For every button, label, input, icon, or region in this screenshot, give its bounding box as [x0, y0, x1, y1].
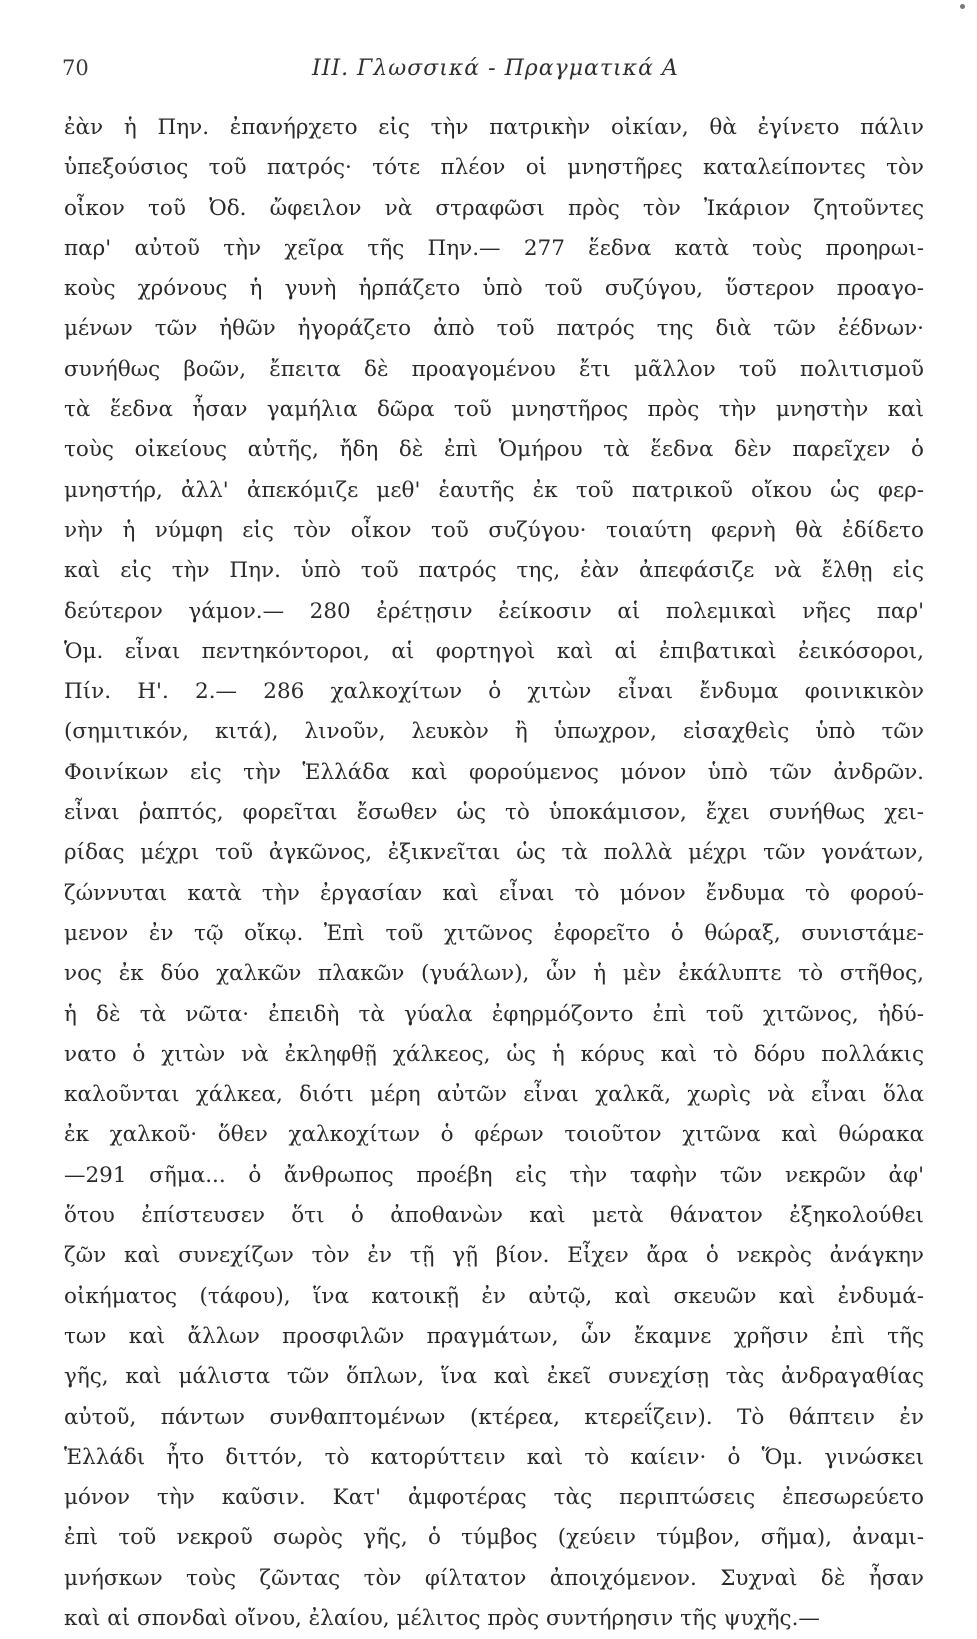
text-line: ἐκ χαλκοῦ· ὅθεν χαλκοχίτων ὁ φέρων τοιοῦτον χιτῶνα καὶ θώρακα — [64, 1122, 924, 1148]
text-line: καὶ αἱ σπονδαὶ οἴνου, ἐλαίου, μέλιτος πρὸς συντήρησιν τῆς ψυχῆς.— — [64, 1605, 820, 1631]
text-line: μνήσκων τοὺς ζῶντας τὸν φίλτατον ἀποιχόμενον. Συχναὶ δὲ ἦσαν — [64, 1565, 924, 1591]
text-line: αὐτοῦ, πάντων συνθαπτομένων (κτέρεα, κτερεΐζειν). Τὸ θάπτειν ἐν — [64, 1404, 924, 1430]
text-line: Ἑλλάδι ἦτο διττόν, τὸ κατορύττειν καὶ τὸ καίειν· ὁ Ὅμ. γινώσκει — [64, 1444, 924, 1470]
text-line: ἐπὶ τοῦ νεκροῦ σωρὸς γῆς, ὁ τύμβος (χεύειν τύμβον, σῆμα), ἀναμι- — [64, 1525, 924, 1551]
text-line: τὰ ἕεδνα ἦσαν γαμήλια δῶρα τοῦ μνηστῆρος πρὸς τὴν μνηστὴν καὶ — [64, 397, 924, 423]
text-line: ἐὰν ἡ Πην. ἐπανήρχετο εἰς τὴν πατρικὴν οἰκίαν, θὰ ἐγίνετο πάλιν — [64, 115, 924, 140]
text-line: ὑπεξούσιος τοῦ πατρός· τότε πλέον οἱ μνηστῆρες καταλείποντες τὸν — [64, 155, 924, 181]
text-line: συνήθως βοῶν, ἔπειτα δὲ προαγομένου ἔτι μᾶλλον τοῦ πολιτισμοῦ — [64, 356, 924, 382]
text-line: ὅτου ἐπίστευσεν ὅτι ὁ ἀποθανὼν καὶ μετὰ θάνατον ἐξηκολούθει — [64, 1203, 924, 1229]
body-text — [64, 108, 924, 1639]
text-line: Ὁμ. εἶναι πεντηκόντοροι, αἱ φορτηγοὶ καὶ αἱ ἐπιβατικαὶ ἐεικόσοροι, — [64, 638, 924, 664]
text-line: νατο ὁ χιτὼν νὰ ἐκληφθῇ χάλκεος, ὡς ἡ κόρυς καὶ τὸ δόρυ πολλάκις — [64, 1041, 924, 1067]
text-line: τοὺς οἰκείους αὐτῆς, ἤδη δὲ ἐπὶ Ὁμήρου τὰ ἕεδνα δὲν παρεῖχεν ὁ — [64, 437, 924, 463]
page-number: 70 — [62, 56, 89, 80]
text-line: καὶ εἰς τὴν Πην. ὑπὸ τοῦ πατρός της, ἐὰν ἀπεφάσιζε νὰ ἔλθῃ εἰς — [64, 558, 924, 584]
text-line: μένων τῶν ἠθῶν ἠγοράζετο ἀπὸ τοῦ πατρός της διὰ τῶν ἐέδνων· — [64, 316, 924, 342]
running-head: III. Γλωσσικά - Πραγματικά Α — [312, 56, 679, 81]
text-line: ρίδας μέχρι τοῦ ἀγκῶνος, ἐξικνεῖται ὡς τὰ πολλὰ μέχρι τῶν γονάτων, — [64, 840, 924, 866]
text-line: κοὺς χρόνους ἡ γυνὴ ἡρπάζετο ὑπὸ τοῦ συζύγου, ὕστερον προαγο- — [64, 276, 924, 302]
scan-speck — [960, 4, 965, 9]
text-line: οἰκήματος (τάφου), ἵνα κατοικῇ ἐν αὐτῷ, καὶ σκευῶν καὶ ἐνδυμά- — [64, 1283, 924, 1309]
text-line: μενον ἐν τῷ οἴκῳ. Ἐπὶ τοῦ χιτῶνος ἐφορεῖτο ὁ θώραξ, συνιστάμε- — [64, 920, 924, 946]
text-line: ζώννυται κατὰ τὴν ἐργασίαν καὶ εἶναι τὸ μόνον ἔνδυμα τὸ φορού- — [64, 880, 924, 906]
text-line: παρ' αὐτοῦ τὴν χεῖρα τῆς Πην.— 277 ἕεδνα κατὰ τοὺς προηρωι- — [64, 235, 924, 261]
text-line: ζῶν καὶ συνεχίζων τὸν ἐν τῇ γῇ βίον. Εἶχεν ἄρα ὁ νεκρὸς ἀνάγκην — [64, 1243, 924, 1269]
text-line: οἶκον τοῦ Ὀδ. ὤφειλον νὰ στραφῶσι πρὸς τὸν Ἰκάριον ζητοῦντες — [64, 195, 924, 221]
page-header — [62, 52, 889, 92]
text-line: εἶναι ῥαπτός, φορεῖται ἔσωθεν ὡς τὸ ὑποκάμισον, ἔχει συνήθως χει- — [64, 800, 924, 826]
text-line: καλοῦνται χάλκεα, διότι μέρη αὐτῶν εἶναι χαλκᾶ, χωρὶς νὰ εἶναι ὅλα — [64, 1082, 924, 1108]
text-line: ἡ δὲ τὰ νῶτα· ἐπειδὴ τὰ γύαλα ἐφηρμόζοντο ἐπὶ τοῦ χιτῶνος, ἠδύ- — [64, 1001, 924, 1027]
text-line: νος ἐκ δύο χαλκῶν πλακῶν (γυάλων), ὧν ἡ μὲν ἐκάλυπτε τὸ στῆθος, — [64, 961, 924, 987]
text-line: νὴν ἡ νύμφη εἰς τὸν οἶκον τοῦ συζύγου· τοιαύτη φερνὴ θὰ ἐδίδετο — [64, 517, 924, 543]
text-line: των καὶ ἄλλων προσφιλῶν πραγμάτων, ὧν ἔκαμνε χρῆσιν ἐπὶ τῆς — [64, 1323, 924, 1349]
text-line: Πίν. Η'. 2.— 286 χαλκοχίτων ὁ χιτὼν εἶναι ἔνδυμα φοινικικὸν — [64, 679, 924, 705]
text-line: δεύτερον γάμον.— 280 ἐρέτῃσιν ἐείκοσιν αἱ πολεμικαὶ νῆες παρ' — [64, 598, 924, 624]
text-line: Φοινίκων εἰς τὴν Ἑλλάδα καὶ φορούμενος μόνον ὑπὸ τῶν ἀνδρῶν. — [64, 759, 924, 785]
text-line: (σημιτικόν, κιτά), λινοῦν, λευκὸν ἢ ὑπωχρον, εἰσαχθεὶς ὑπὸ τῶν — [64, 719, 924, 745]
text-line: γῆς, καὶ μάλιστα τῶν ὅπλων, ἵνα καὶ ἐκεῖ συνεχίσῃ τὰς ἀνδραγαθίας — [64, 1364, 924, 1390]
text-line: μνηστήρ, ἀλλ' ἀπεκόμιζε μεθ' ἑαυτῆς ἐκ τοῦ πατρικοῦ οἴκου ὡς φερ- — [64, 477, 924, 503]
text-line: —291 σῆμα... ὁ ἄνθρωπος προέβη εἰς τὴν ταφὴν τῶν νεκρῶν ἀφ' — [64, 1162, 924, 1188]
text-line: μόνον τὴν καῦσιν. Κατ' ἀμφοτέρας τὰς περιπτώσεις ἐπεσωρεύετο — [64, 1485, 924, 1511]
